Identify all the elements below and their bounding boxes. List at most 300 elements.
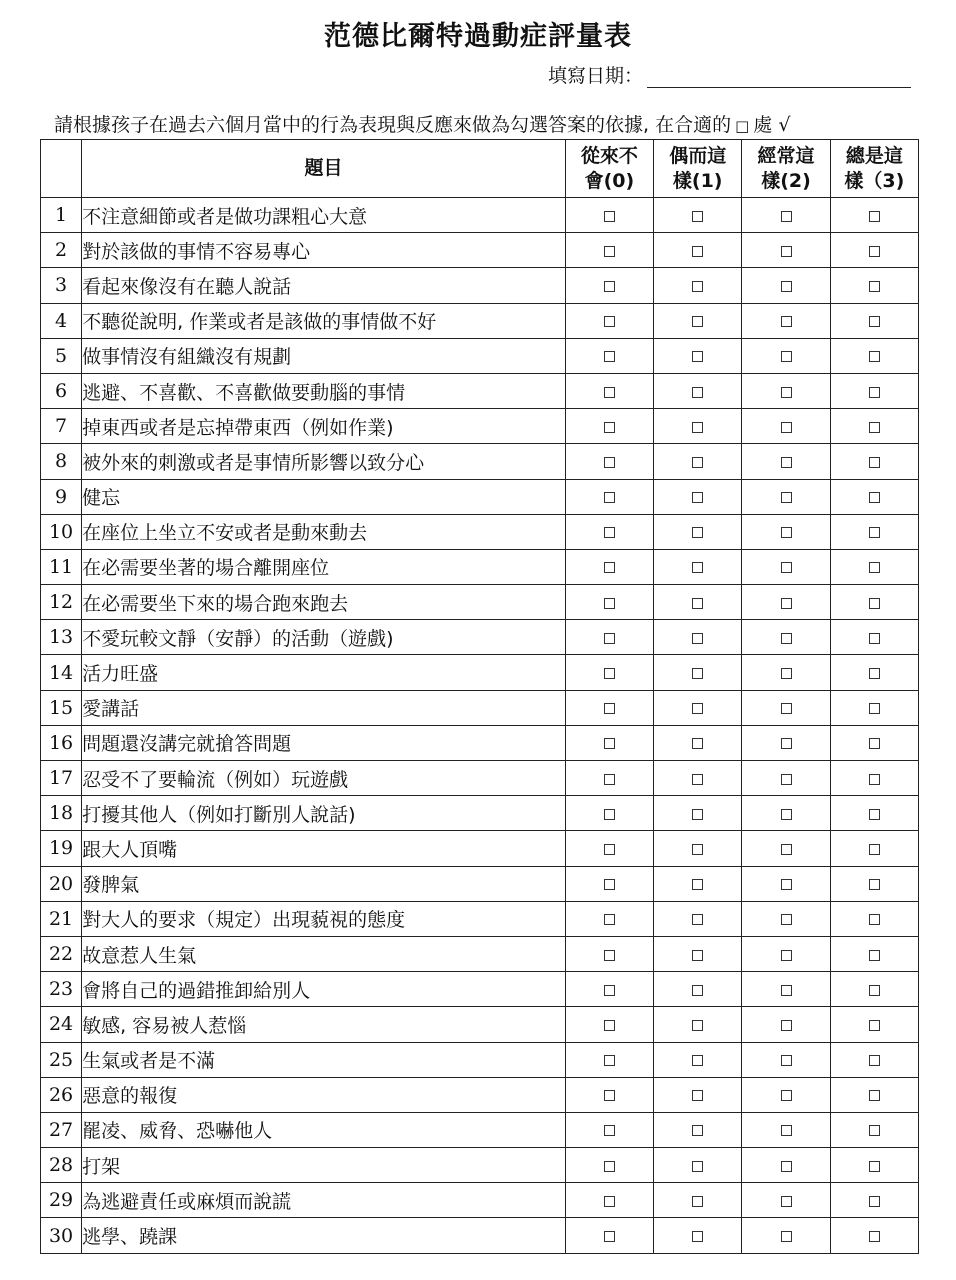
checkbox-occasionally[interactable]	[692, 668, 703, 679]
checkbox-occasionally[interactable]	[692, 1161, 703, 1172]
checkbox-never[interactable]	[604, 1196, 615, 1207]
option-cell-often	[742, 338, 830, 373]
checkbox-occasionally[interactable]	[692, 1020, 703, 1031]
option-cell-occasionally	[654, 761, 742, 796]
row-number: 5	[41, 338, 82, 373]
checkbox-always[interactable]	[869, 246, 880, 257]
checkbox-always[interactable]	[869, 422, 880, 433]
checkbox-never[interactable]	[604, 211, 615, 222]
option-cell-never	[565, 1112, 653, 1147]
checkbox-often[interactable]	[781, 246, 792, 257]
checkbox-always[interactable]	[869, 387, 880, 398]
table-row	[41, 373, 919, 408]
checkbox-never[interactable]	[604, 246, 615, 257]
header-question: 題目	[82, 140, 566, 198]
question-text: 在必需要坐下來的場合跑來跑去	[82, 585, 566, 620]
rating-table	[40, 139, 919, 1254]
option-cell-occasionally	[654, 866, 742, 901]
option-cell-occasionally	[654, 373, 742, 408]
table-row	[41, 479, 919, 514]
checkbox-glyph-icon: □	[735, 117, 750, 135]
option-cell-often	[742, 972, 830, 1007]
option-cell-often	[742, 233, 830, 268]
table-row	[41, 268, 919, 303]
table-row	[41, 725, 919, 760]
question-text: 在必需要坐著的場合離開座位	[82, 549, 566, 584]
checkbox-occasionally[interactable]	[692, 351, 703, 362]
option-cell-never	[565, 690, 653, 725]
option-cell-never	[565, 725, 653, 760]
question-text: 問題還沒講完就搶答問題	[82, 725, 566, 760]
table-row	[41, 409, 919, 444]
option-cell-always	[830, 479, 918, 514]
header-often: 經常這 樣(2)	[742, 140, 830, 198]
checkbox-occasionally[interactable]	[692, 914, 703, 925]
row-number: 26	[41, 1077, 82, 1112]
row-number: 18	[41, 796, 82, 831]
checkbox-never[interactable]	[604, 281, 615, 292]
table-row	[41, 1183, 919, 1218]
option-cell-never	[565, 1183, 653, 1218]
option-cell-often	[742, 1183, 830, 1218]
option-cell-occasionally	[654, 444, 742, 479]
option-cell-occasionally	[654, 479, 742, 514]
option-cell-often	[742, 198, 830, 233]
option-cell-always	[830, 1112, 918, 1147]
header-number	[41, 140, 82, 198]
option-cell-often	[742, 620, 830, 655]
checkbox-occasionally[interactable]	[692, 879, 703, 890]
table-row	[41, 1112, 919, 1147]
question-text: 不愛玩較文靜（安靜）的活動（遊戲)	[82, 620, 566, 655]
checkbox-occasionally[interactable]	[692, 527, 703, 538]
checkbox-always[interactable]	[869, 985, 880, 996]
checkbox-often[interactable]	[781, 527, 792, 538]
option-cell-always	[830, 1148, 918, 1183]
row-number: 11	[41, 549, 82, 584]
option-cell-never	[565, 338, 653, 373]
option-cell-never	[565, 373, 653, 408]
checkbox-never[interactable]	[604, 774, 615, 785]
checkbox-occasionally[interactable]	[692, 844, 703, 855]
row-number: 8	[41, 444, 82, 479]
table-row	[41, 514, 919, 549]
checkbox-often[interactable]	[781, 914, 792, 925]
checkbox-always[interactable]	[869, 809, 880, 820]
checkbox-never[interactable]	[604, 387, 615, 398]
question-text: 對於該做的事情不容易專心	[82, 233, 566, 268]
option-cell-always	[830, 338, 918, 373]
checkbox-often[interactable]	[781, 457, 792, 468]
checkbox-always[interactable]	[869, 351, 880, 362]
checkbox-occasionally[interactable]	[692, 1231, 703, 1242]
checkbox-occasionally[interactable]	[692, 738, 703, 749]
row-number: 27	[41, 1112, 82, 1147]
checkbox-never[interactable]	[604, 527, 615, 538]
instruction-after: 處 √	[753, 114, 791, 136]
option-cell-occasionally	[654, 338, 742, 373]
option-cell-occasionally	[654, 585, 742, 620]
table-row	[41, 972, 919, 1007]
option-cell-often	[742, 1077, 830, 1112]
table-row	[41, 233, 919, 268]
option-cell-occasionally	[654, 831, 742, 866]
checkbox-never[interactable]	[604, 738, 615, 749]
option-cell-often	[742, 1148, 830, 1183]
option-cell-never	[565, 479, 653, 514]
option-cell-often	[742, 373, 830, 408]
checkbox-never[interactable]	[604, 914, 615, 925]
checkbox-occasionally[interactable]	[692, 703, 703, 714]
option-cell-never	[565, 409, 653, 444]
checkbox-occasionally[interactable]	[692, 633, 703, 644]
option-cell-never	[565, 268, 653, 303]
instruction-before: 請根據孩子在過去六個月當中的行為表現與反應來做為勾選答案的依據, 在合適的	[54, 114, 732, 136]
option-cell-often	[742, 479, 830, 514]
checkbox-often[interactable]	[781, 633, 792, 644]
checkbox-always[interactable]	[869, 774, 880, 785]
question-text: 愛講話	[82, 690, 566, 725]
row-number: 7	[41, 409, 82, 444]
table-row	[41, 549, 919, 584]
checkbox-occasionally[interactable]	[692, 950, 703, 961]
question-text: 活力旺盛	[82, 655, 566, 690]
checkbox-occasionally[interactable]	[692, 492, 703, 503]
option-cell-always	[830, 1183, 918, 1218]
row-number: 24	[41, 1007, 82, 1042]
option-cell-occasionally	[654, 1148, 742, 1183]
question-text: 逃避、不喜歡、不喜歡做要動腦的事情	[82, 373, 566, 408]
checkbox-often[interactable]	[781, 598, 792, 609]
checkbox-never[interactable]	[604, 844, 615, 855]
option-cell-often	[742, 268, 830, 303]
option-cell-often	[742, 796, 830, 831]
option-cell-always	[830, 761, 918, 796]
checkbox-always[interactable]	[869, 1055, 880, 1066]
checkbox-occasionally[interactable]	[692, 246, 703, 257]
option-cell-never	[565, 831, 653, 866]
table-row	[41, 901, 919, 936]
table-row	[41, 1218, 919, 1253]
question-text: 發脾氣	[82, 866, 566, 901]
instruction-text	[54, 110, 934, 137]
row-number: 16	[41, 725, 82, 760]
option-cell-occasionally	[654, 549, 742, 584]
checkbox-occasionally[interactable]	[692, 281, 703, 292]
checkbox-often[interactable]	[781, 1055, 792, 1066]
checkbox-often[interactable]	[781, 844, 792, 855]
option-cell-always	[830, 444, 918, 479]
option-cell-often	[742, 761, 830, 796]
checkbox-never[interactable]	[604, 950, 615, 961]
option-cell-always	[830, 373, 918, 408]
question-text: 會將自己的過錯推卸給別人	[82, 972, 566, 1007]
checkbox-always[interactable]	[869, 527, 880, 538]
option-cell-occasionally	[654, 233, 742, 268]
option-cell-never	[565, 1148, 653, 1183]
checkbox-occasionally[interactable]	[692, 1090, 703, 1101]
row-number: 22	[41, 936, 82, 971]
checkbox-often[interactable]	[781, 879, 792, 890]
question-text: 對大人的要求（規定）出現藐視的態度	[82, 901, 566, 936]
checkbox-often[interactable]	[781, 1231, 792, 1242]
checkbox-occasionally[interactable]	[692, 985, 703, 996]
checkbox-often[interactable]	[781, 1196, 792, 1207]
checkbox-often[interactable]	[781, 950, 792, 961]
question-text: 敏感, 容易被人惹惱	[82, 1007, 566, 1042]
checkbox-never[interactable]	[604, 457, 615, 468]
checkbox-occasionally[interactable]	[692, 562, 703, 573]
checkbox-occasionally[interactable]	[692, 211, 703, 222]
question-text: 不聽從說明, 作業或者是該做的事情做不好	[82, 303, 566, 338]
option-cell-often	[742, 303, 830, 338]
option-cell-occasionally	[654, 514, 742, 549]
date-label: 填寫日期：	[548, 65, 644, 87]
checkbox-always[interactable]	[869, 844, 880, 855]
checkbox-often[interactable]	[781, 211, 792, 222]
checkbox-always[interactable]	[869, 914, 880, 925]
row-number: 21	[41, 901, 82, 936]
checkbox-never[interactable]	[604, 985, 615, 996]
option-cell-always	[830, 549, 918, 584]
question-text: 為逃避責任或麻煩而說謊	[82, 1183, 566, 1218]
row-number: 9	[41, 479, 82, 514]
checkbox-always[interactable]	[869, 492, 880, 503]
option-cell-never	[565, 1218, 653, 1253]
option-cell-never	[565, 796, 653, 831]
checkbox-occasionally[interactable]	[692, 422, 703, 433]
checkbox-never[interactable]	[604, 1020, 615, 1031]
checkbox-never[interactable]	[604, 1161, 615, 1172]
option-cell-always	[830, 901, 918, 936]
checkbox-never[interactable]	[604, 598, 615, 609]
option-cell-always	[830, 514, 918, 549]
checkbox-never[interactable]	[604, 316, 615, 327]
checkbox-always[interactable]	[869, 738, 880, 749]
checkbox-often[interactable]	[781, 1020, 792, 1031]
question-text: 掉東西或者是忘掉帶東西（例如作業)	[82, 409, 566, 444]
table-row	[41, 936, 919, 971]
checkbox-never[interactable]	[604, 1090, 615, 1101]
option-cell-occasionally	[654, 796, 742, 831]
option-cell-occasionally	[654, 901, 742, 936]
option-cell-never	[565, 901, 653, 936]
table-row	[41, 866, 919, 901]
option-cell-always	[830, 1042, 918, 1077]
row-number: 4	[41, 303, 82, 338]
option-cell-never	[565, 444, 653, 479]
option-cell-never	[565, 198, 653, 233]
option-cell-never	[565, 655, 653, 690]
checkbox-always[interactable]	[869, 1196, 880, 1207]
checkbox-occasionally[interactable]	[692, 598, 703, 609]
checkbox-often[interactable]	[781, 316, 792, 327]
checkbox-occasionally[interactable]	[692, 774, 703, 785]
table-row	[41, 620, 919, 655]
checkbox-occasionally[interactable]	[692, 1125, 703, 1136]
checkbox-often[interactable]	[781, 387, 792, 398]
option-cell-never	[565, 585, 653, 620]
row-number: 14	[41, 655, 82, 690]
checkbox-always[interactable]	[869, 281, 880, 292]
option-cell-always	[830, 655, 918, 690]
checkbox-never[interactable]	[604, 1231, 615, 1242]
table-row	[41, 1007, 919, 1042]
checkbox-always[interactable]	[869, 1161, 880, 1172]
question-text: 不注意細節或者是做功課粗心大意	[82, 198, 566, 233]
table-row	[41, 303, 919, 338]
option-cell-always	[830, 1218, 918, 1253]
checkbox-often[interactable]	[781, 668, 792, 679]
option-cell-never	[565, 1077, 653, 1112]
table-row	[41, 690, 919, 725]
checkbox-never[interactable]	[604, 809, 615, 820]
option-cell-always	[830, 796, 918, 831]
checkbox-often[interactable]	[781, 985, 792, 996]
option-cell-always	[830, 866, 918, 901]
option-cell-never	[565, 549, 653, 584]
checkbox-occasionally[interactable]	[692, 1196, 703, 1207]
checkbox-always[interactable]	[869, 457, 880, 468]
option-cell-often	[742, 690, 830, 725]
checkbox-always[interactable]	[869, 316, 880, 327]
header-occasionally: 偶而這 樣(1)	[654, 140, 742, 198]
row-number: 30	[41, 1218, 82, 1253]
option-cell-often	[742, 1218, 830, 1253]
option-cell-never	[565, 761, 653, 796]
option-cell-occasionally	[654, 936, 742, 971]
question-text: 生氣或者是不滿	[82, 1042, 566, 1077]
option-cell-always	[830, 620, 918, 655]
table-header-row	[41, 140, 919, 198]
option-cell-often	[742, 514, 830, 549]
question-text: 罷凌、威脅、恐嚇他人	[82, 1112, 566, 1147]
checkbox-often[interactable]	[781, 703, 792, 714]
checkbox-never[interactable]	[604, 351, 615, 362]
option-cell-always	[830, 1007, 918, 1042]
checkbox-occasionally[interactable]	[692, 1055, 703, 1066]
checkbox-never[interactable]	[604, 633, 615, 644]
checkbox-always[interactable]	[869, 950, 880, 961]
option-cell-occasionally	[654, 1183, 742, 1218]
question-text: 被外來的刺激或者是事情所影響以致分心	[82, 444, 566, 479]
option-cell-often	[742, 901, 830, 936]
checkbox-always[interactable]	[869, 879, 880, 890]
option-cell-occasionally	[654, 268, 742, 303]
question-text: 惡意的報復	[82, 1077, 566, 1112]
question-text: 在座位上坐立不安或者是動來動去	[82, 514, 566, 549]
checkbox-often[interactable]	[781, 281, 792, 292]
checkbox-never[interactable]	[604, 1125, 615, 1136]
checkbox-often[interactable]	[781, 351, 792, 362]
checkbox-occasionally[interactable]	[692, 316, 703, 327]
option-cell-occasionally	[654, 690, 742, 725]
question-text: 跟大人頂嘴	[82, 831, 566, 866]
checkbox-always[interactable]	[869, 1090, 880, 1101]
checkbox-occasionally[interactable]	[692, 809, 703, 820]
checkbox-often[interactable]	[781, 562, 792, 573]
checkbox-often[interactable]	[781, 809, 792, 820]
checkbox-often[interactable]	[781, 1161, 792, 1172]
question-text: 打擾其他人（例如打斷別人說話)	[82, 796, 566, 831]
checkbox-always[interactable]	[869, 562, 880, 573]
checkbox-often[interactable]	[781, 422, 792, 433]
option-cell-never	[565, 233, 653, 268]
checkbox-often[interactable]	[781, 774, 792, 785]
checkbox-never[interactable]	[604, 668, 615, 679]
option-cell-often	[742, 409, 830, 444]
option-cell-never	[565, 866, 653, 901]
table-row	[41, 761, 919, 796]
checkbox-often[interactable]	[781, 1125, 792, 1136]
row-number: 12	[41, 585, 82, 620]
checkbox-always[interactable]	[869, 633, 880, 644]
checkbox-never[interactable]	[604, 703, 615, 714]
option-cell-occasionally	[654, 655, 742, 690]
checkbox-always[interactable]	[869, 1125, 880, 1136]
checkbox-always[interactable]	[869, 1231, 880, 1242]
row-number: 19	[41, 831, 82, 866]
question-text: 看起來像沒有在聽人說話	[82, 268, 566, 303]
option-cell-often	[742, 866, 830, 901]
checkbox-always[interactable]	[869, 598, 880, 609]
row-number: 28	[41, 1148, 82, 1183]
checkbox-always[interactable]	[869, 668, 880, 679]
table-row	[41, 585, 919, 620]
question-text: 做事情沒有組織沒有規劃	[82, 338, 566, 373]
option-cell-always	[830, 585, 918, 620]
checkbox-often[interactable]	[781, 1090, 792, 1101]
header-never: 從來不 會(0)	[565, 140, 653, 198]
date-row	[548, 60, 911, 88]
checkbox-occasionally[interactable]	[692, 387, 703, 398]
option-cell-never	[565, 303, 653, 338]
option-cell-often	[742, 549, 830, 584]
option-cell-always	[830, 268, 918, 303]
header-always: 總是這 樣（3)	[830, 140, 918, 198]
checkbox-never[interactable]	[604, 1055, 615, 1066]
option-cell-occasionally	[654, 409, 742, 444]
row-number: 3	[41, 268, 82, 303]
checkbox-always[interactable]	[869, 1020, 880, 1031]
option-cell-occasionally	[654, 1112, 742, 1147]
option-cell-never	[565, 936, 653, 971]
option-cell-occasionally	[654, 198, 742, 233]
question-text: 故意惹人生氣	[82, 936, 566, 971]
row-number: 13	[41, 620, 82, 655]
row-number: 1	[41, 198, 82, 233]
checkbox-never[interactable]	[604, 562, 615, 573]
checkbox-never[interactable]	[604, 879, 615, 890]
checkbox-always[interactable]	[869, 211, 880, 222]
row-number: 2	[41, 233, 82, 268]
checkbox-often[interactable]	[781, 738, 792, 749]
option-cell-always	[830, 936, 918, 971]
option-cell-occasionally	[654, 972, 742, 1007]
checkbox-occasionally[interactable]	[692, 457, 703, 468]
checkbox-always[interactable]	[869, 703, 880, 714]
option-cell-never	[565, 620, 653, 655]
row-number: 10	[41, 514, 82, 549]
checkbox-never[interactable]	[604, 422, 615, 433]
checkbox-often[interactable]	[781, 492, 792, 503]
question-text: 逃學、蹺課	[82, 1218, 566, 1253]
checkbox-never[interactable]	[604, 492, 615, 503]
date-input-line[interactable]	[647, 63, 911, 88]
row-number: 17	[41, 761, 82, 796]
option-cell-often	[742, 831, 830, 866]
option-cell-always	[830, 690, 918, 725]
